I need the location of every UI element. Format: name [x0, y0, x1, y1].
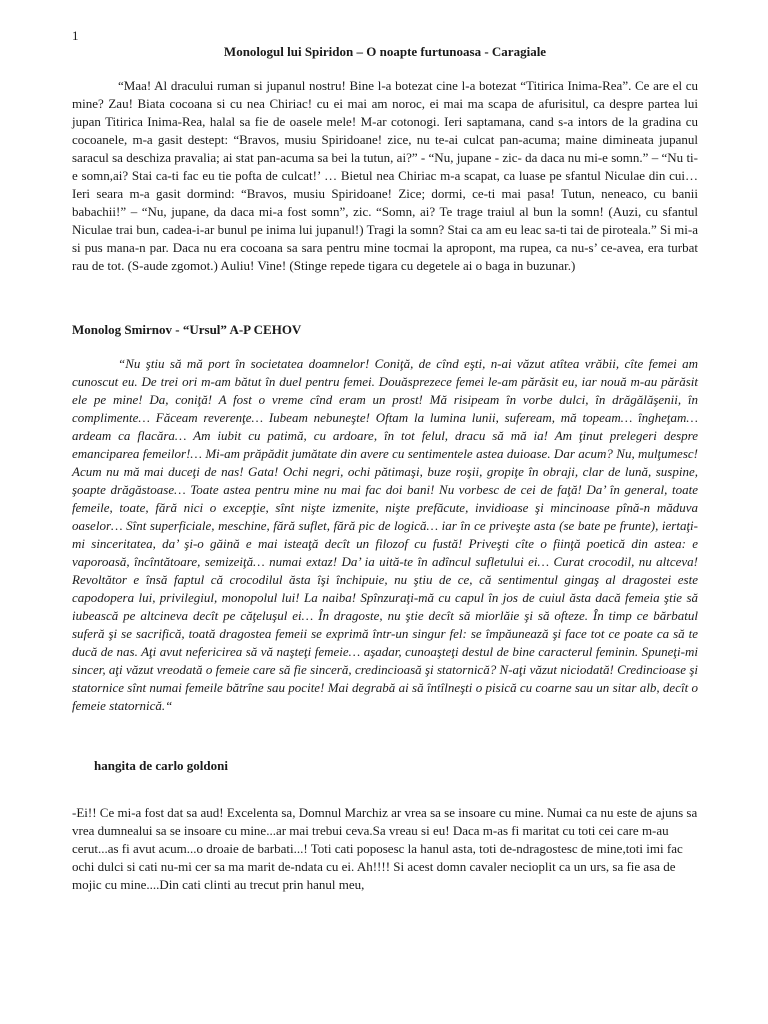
section-1-title: Monologul lui Spiridon – O noapte furtunoasa - Caragiale: [223, 44, 547, 59]
section-1-text: “Maa! Al dracului ruman si jupanul nostru! Bine l-a botezat cine l-a botezat “Titirica Inima-Rea”. Ce are el cu mine? Zau! Biata cocoana si cu nea Chiriac! cu ei mai am noroc, ei mai ma scapa de afurisitul, ca despre partea lui jupan Titirica Inima-Rea, halal sa fie de oasele mele! M-ar cotonogi. Ieri saptamana, cand s-a intors de la gradina cu cocoanele, m-a gasit destept: “Bravos, musiu Spiridoane! zice, nu te-ai culcat pan-acuma; maine dimineata jupanul saracul sa deschiza pravalia; ai stat pan-acuma sa bei la tutun, ai?” - “Nu, jupane - zic- da daca nu mi-e somn.” – “Nu ti-e somn,ai? Stai ca-ti fac eu tie pofta de culcat!’ … Bietul nea Chiriac m-a scapat, ca luase pe sfantul Niculae din cui… Ieri seara m-a gasit dormind: “Bravos, musiu Spiridoane! Zice; dormi, ce-ti mai pasa! Tutun, neneaco, cu banii babachii!” – “Nu, jupane, da daca mi-a fost somn”, zic. “Somn, ai? Te trage traiul al bun la somn! (Auzi, cu sfantul Niculae trai bun, cadea-i-ar bunul pe inima lui jupanul!) Tragi la somn? Stai ca am eu leac sa-ti tai de piroteala.” Si mi-a si pus mana-n par. Daca nu era cocoana sa sara pentru mine tocmai la apropont, ma rupea, ca nu-s’ ce-avea, era turbat rau de tot. (S-aude zgomot.) Auliu! Vine! (Stinge repede tigara cu degetele ai o baga in buzunar.): [72, 78, 698, 273]
section-2-title: Monolog Smirnov - “Ursul” A-P CEHOV: [72, 322, 302, 337]
page-number: 1: [72, 28, 79, 43]
section-2-text: “Nu ştiu să mă port în societatea doamnelor! Coniţă, de cînd eşti, n-ai văzut atîtea vrăbii, cîte femei am cunoscut eu. De trei ori m-am bătut în duel pentru femei. Douăsprezece femei le-am părăsit eu, iar nouă m-au părăsit ele pe mine! Da, coniţă! A fost o vreme cînd eram un prost! Mă risipeam în vorbe dulci, în drăgălăşenii, în complimente… Făceam reverenţe… Iubeam nebuneşte! Oftam la lumina lunii, sufeream, mă topeam… îngheţam… ardeam ca flacăra… Am iubit cu patimă, cu ardoare, în tot felul, dracu să mă ia! Am ţinut prelegeri despre emanciparea femeilor!… Mi-am prăpădit jumătate din avere cu sentimentele astea duioase. Dar acum? Nu, mulţumesc! Acum nu mă mai duceţi de nas! Gata! Ochi negri, ochi pătimaşi, buze roşii, gropiţe în obraji, clar de lună, suspine, şoapte drăgăstoase… Toate astea pentru mine nu mai fac doi bani! Nu vorbesc de cei de faţă! Da’ în general, toate femeile, toate, fără nici o excepţie, sînt nişte izmenite, nişte prefăcute, invidioase şi mincinoase pînă-n măduva oaselor… Sînt superficiale, meschine, fără suflet, fără pic de logică… iar în ce priveşte asta (se bate pe frunte), iertaţi-mi sinceritatea, da’ şi-o găină e mai isteaţă decît un filozof cu fustă! Priveşti cîte o fiinţă poetică din astea: e vaporoasă, încîntătoare, semizeiţă… numai extaz! Da’ ia uită-te în adîncul sufletului ei… Curat crocodil, nu altceva! Revoltător e însă faptul că crocodilul ăsta îşi închipuie, nu ştiu de ce, că sentimentul gingaş al dragostei este capodopera lui, privilegiul, monopolul lui! La naiba! Spînzuraţi-mă cu capul în jos de cuiul ăsta dacă femeia ştie să iubească pe altcineva decît pe căţeluşul ei… În dragoste, nu ştie decît să miorlăie şi să ofteze. În timp ce bărbatul suferă şi se sacrifică, toată dragostea femeii se exprimă într-un singur fel: se împăunează şi face tot ce poate ca să te ducă de nas. Aţi avut nefericirea să vă naşteţi femeie… aşadar, cunoaşteţi destul de bine caracterul feminin. Spuneţi-mi sincer, aţi văzut vreodată o femeie care să fie sinceră, credincioasă şi statornică? N-aţi văzut niciodată! Credincioase şi statornice sînt numai femeile bătrîne sau pocite! Mai degrabă ai să întîlneşti o pisică cu coarne sau un sitar alb, decît o femeie statornică.“: [72, 356, 698, 713]
section-3-title: hangita de carlo goldoni: [94, 758, 228, 773]
section-3-text: -Ei!! Ce mi-a fost dat sa aud! Excelenta sa, Domnul Marchiz ar vrea sa se insoare cu mine. Numai ca nu este de ajuns sa vrea dumnealui sa se insoare cu mine...ar mai trebui ceva.Sa vreau si eu! Daca m-as fi maritat cu toti cei care m-au cerut...as fi avut acum...o droaie de barbati...! Toti cati poposesc la hanul asta, toti de-ndragostesc de mine,toti imi fac ochi dulci si cati nu-mi cer sa ma marit de-ndata cu ei. Ah!!!! Si acest domn cavaler necioplit ca un urs, sa fie asa de mojic cu mine....Din cati clinti au trecut prin hanul meu,: [72, 805, 698, 892]
